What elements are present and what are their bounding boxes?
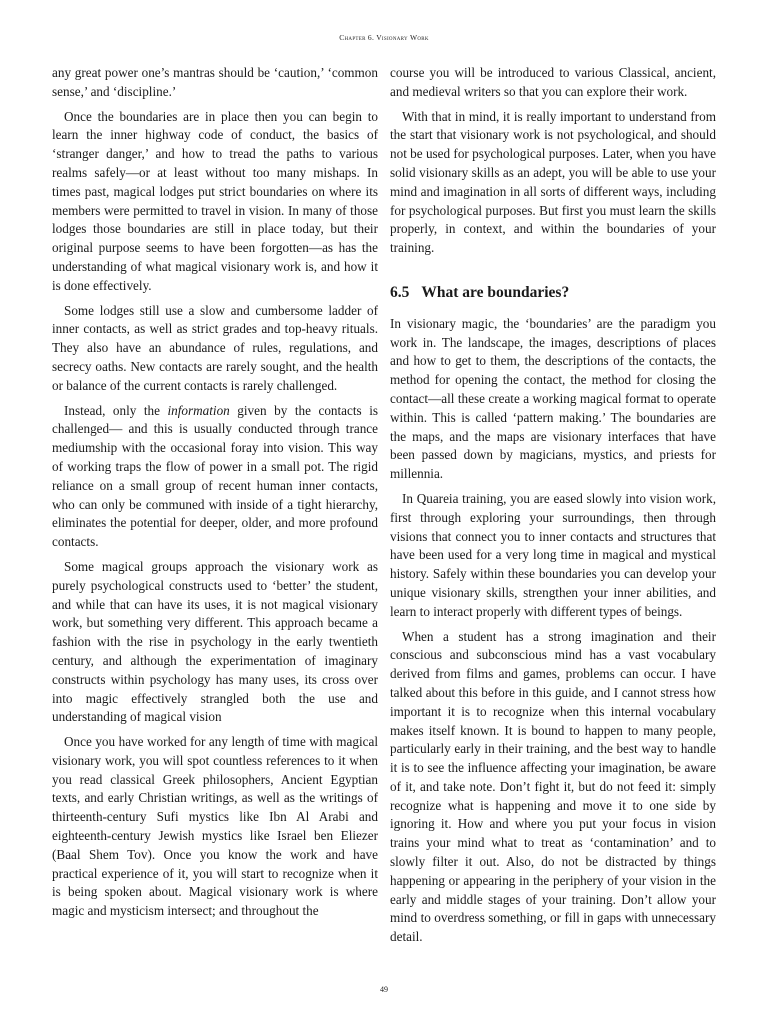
left-paragraph-2: Once the boundaries are in place then you can begin to learn the inner highway code of conduct, the basics of ‘stranger danger,’ and how to tread the paths to various realms safely—or at least without too many mishaps. In times past, magical lodges put strict boundaries on where its members were permitted to travel in vision. In many of those lodges those boundaries are still in place today, but their original purpose seems to have been forgotten—as has the understanding of what magical visionary work is, and how it is done effectively.: [52, 108, 378, 293]
right-paragraph-2: With that in mind, it is really important to understand from the start that visionary work is not psychological, and should not be used for psychological purposes. Later, when you have solid visionary skills as an adept, you will be able to use your mind and imagination in all sorts of different ways, including for psychological purposes. But first you must learn the skills properly, in context, and within the boundaries of your training.: [390, 108, 716, 256]
right-column: [390, 64, 716, 953]
section-number: 6.5: [390, 283, 410, 301]
left-column: [52, 64, 378, 927]
p4-text-start: Instead, only the: [64, 402, 168, 418]
left-paragraph-5: Some magical groups approach the visionary work as purely psychological constructs used to ‘better’ the student, and while that can have its uses, it is not magical visionary work, but something very different. This approach became a fashion with the rise in psychology in the early twentieth century, and although the experimentation of imaginary constructs within psychology has many uses, its cross over into magic effectively strangled both the use and understanding of magical vision: [52, 558, 378, 725]
right-paragraph-5: When a student has a strong imagination and their conscious and subconscious mind has a vast vocabulary derived from films and games, problems can occur. I have talked about this before in this guide, and I cannot stress how important it is to recognize when this internal vocabulary makes itself known. It is bound to happen to many people, particularly early in their training, and the best way to handle it is to see the influence affecting your imagination, be aware of it, and take note. Don’t fight it, but do not feed it: simply recognize what is happening and move it to one side by ignoring it. How and where you put your focus in vision trains your mind what to treat as ‘contamination’ and to slowly filter it out. Also, do not be distracted by things happening or appearing in the periphery of your vision in the early and middle stages of your training. Don’t allow your mind to overdress something, or fill in gaps with unnecessary detail.: [390, 628, 716, 945]
p4-text-end: given by the contacts is challenged— and this is usually conducted through trance mediumship with the occasional foray into vision. This way of working traps the flow of power in a small pot. The rigid reliance on a small group of recent human inner contacts, who can only be communed with inside of a tight hierarchy, eliminates the potential for deeper, older, and more profound contacts.: [52, 402, 378, 550]
p4-emphasis: information: [167, 402, 230, 418]
running-header: Chapter 6. Visionary Work: [339, 33, 429, 42]
left-paragraph-1: any great power one’s mantras should be ‘caution,’ ‘common sense,’ and ‘discipline.’: [52, 65, 378, 99]
left-paragraph-4: [52, 402, 378, 552]
right-paragraph-1: course you will be introduced to various Classical, ancient, and medieval writers so that you can explore their work.: [390, 65, 716, 99]
left-paragraph-3: Some lodges still use a slow and cumbersome ladder of inner contacts, as well as strict grades and top-heavy rituals. They also have an abundance of rules, regulations, and secrecy oaths. New contacts are rarely sought, and the health or balance of the current contacts is rarely challenged.: [52, 302, 378, 393]
section-heading: [390, 284, 716, 303]
left-paragraph-6: Once you have worked for any length of time with magical visionary work, you will spot countless references to it when you read classical Greek philosophers, Ancient Egyptian texts, and early Christian writings, as well as the writings of thirteenth-century Sufi mystics like Ibn Al Arabi and eighteenth-century Jewish mystics like Israel ben Eliezer (Baal Shem Tov). Once you know the work and have practical experience of it, you will start to recognize when it is being spoken about. Magical visionary work is where magic and mysticism intersect; and throughout the: [52, 734, 378, 919]
page-number: 49: [380, 985, 388, 994]
right-paragraph-3: In visionary magic, the ‘boundaries’ are the paradigm you work in. The landscape, the images, descriptions of places and how to get to them, the descriptions of the contacts, the method for opening the contact, the method for closing the contact—all these create a working magical format to operate within. This is called ‘pattern making.’ The boundaries are the maps, and the maps are visionary interfaces that have been passed down by magicians, mystics, and priests for millennia.: [390, 315, 716, 482]
right-paragraph-4: In Quareia training, you are eased slowly into vision work, first through exploring your surroundings, then through visions that connect you to inner contacts and structures that have been used for a very long time in magical and mystical history. Safely within these boundaries you can develop your unique visionary skills, strengthen your inner abilities, and learn to interact properly with different types of beings.: [390, 490, 716, 619]
section-title: What are boundaries?: [421, 283, 570, 301]
